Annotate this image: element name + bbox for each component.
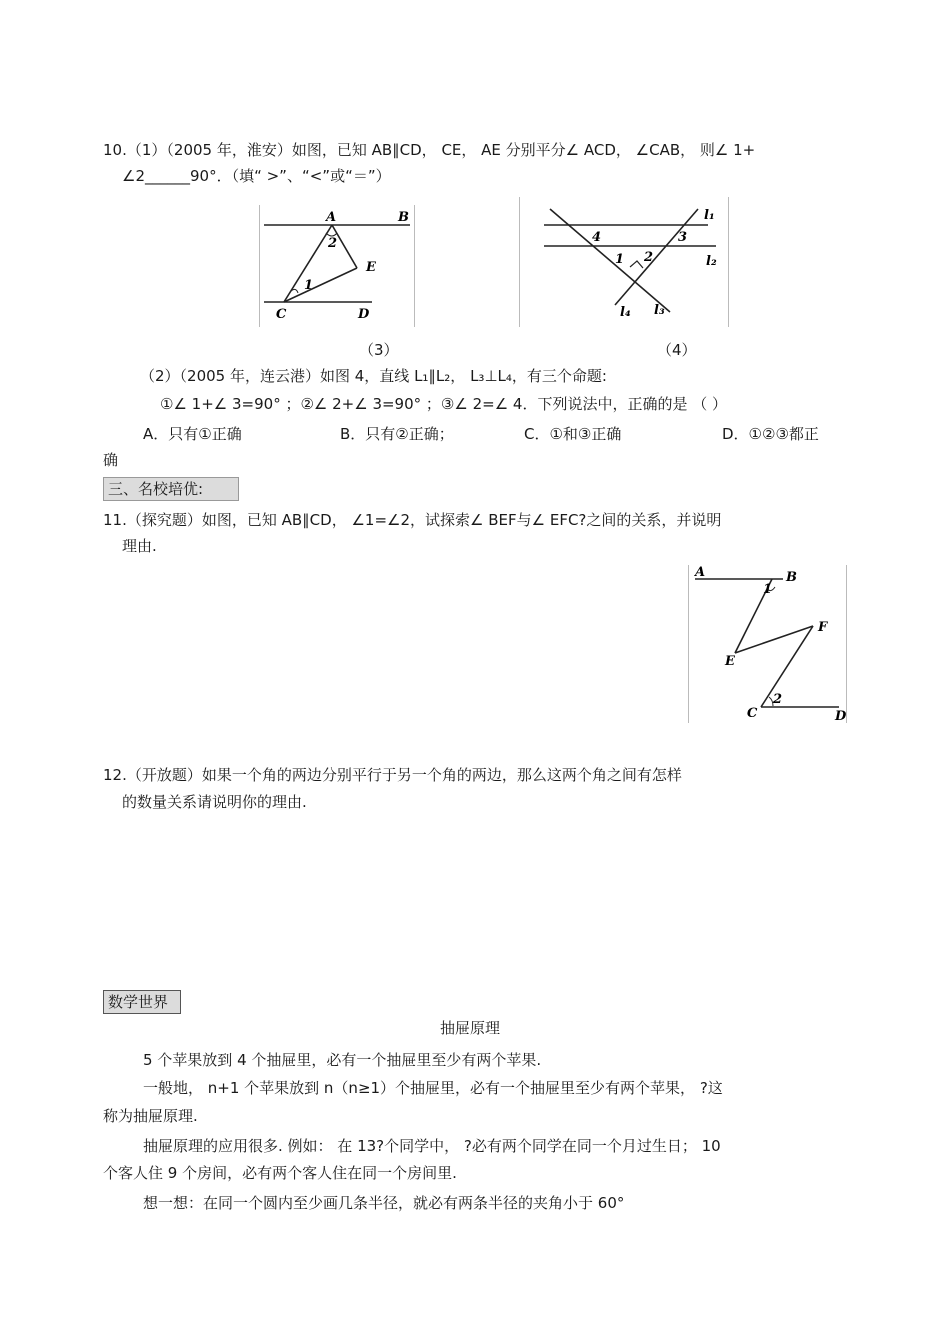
- fig3-label-1: 1: [304, 278, 314, 293]
- figure-q11: [688, 565, 847, 723]
- q11-line2: 理由.: [122, 537, 157, 555]
- q10-line1: 10.（1）（2005 年，淮安）如图，已知 AB∥CD， CE， AE 分别平分∠ ACD， ∠CAB， 则∠ 1+: [103, 141, 756, 159]
- q12-line1: 12.（开放题）如果一个角的两边分别平行于另一个角的两边，那么这两个角之间有怎样: [103, 766, 682, 784]
- math-world-p2-line1: 一般地， n+1 个苹果放到 n（n≥1）个抽屉里，必有一个抽屉里至少有两个苹果， ?这: [143, 1079, 723, 1097]
- math-world-p3-line2: 个客人住 9 个房间，必有两个客人住在同一个房间里.: [103, 1164, 457, 1182]
- math-world-p3-line1: 抽屉原理的应用很多. 例如： 在 13?个同学中， ?必有两个同学在同一个月过生日； 10: [143, 1137, 721, 1155]
- q10-line2: ∠2______90°．（填“ >”、“<”或“＝”）: [122, 167, 391, 185]
- fig3-label-2: 2: [328, 236, 338, 251]
- q10-option-b: B．只有②正确；: [340, 425, 454, 443]
- fig3-label-e: E: [366, 260, 376, 275]
- math-world-heading: 抽屉原理: [440, 1019, 501, 1037]
- fig11-label-1: 1: [763, 582, 773, 597]
- q10-option-c: C．①和③正确: [524, 425, 622, 443]
- fig4-label-2: 2: [644, 250, 654, 265]
- fig4-label-l4: l₄: [620, 305, 631, 320]
- fig3-label-a: A: [326, 210, 337, 225]
- figure-4-caption: （4）: [657, 341, 697, 359]
- fig4-label-1: 1: [615, 252, 625, 267]
- math-world-title: 数学世界: [103, 990, 181, 1014]
- q10-part2-line2: ①∠ 1+∠ 3=90° ；②∠ 2+∠ 3=90° ；③∠ 2=∠ 4．下列说法中，正确的是 （ ）: [160, 395, 727, 413]
- math-world-p2-line2: 称为抽屉原理.: [103, 1107, 198, 1125]
- math-world-p1: 5 个苹果放到 4 个抽屉里，必有一个抽屉里至少有两个苹果.: [143, 1051, 542, 1069]
- q10-option-wrap: 确: [103, 451, 119, 469]
- fig4-label-3: 3: [678, 230, 688, 245]
- fig3-label-d: D: [358, 307, 370, 322]
- fig11-label-2: 2: [773, 692, 783, 707]
- fig4-label-l1: l₁: [704, 208, 715, 223]
- fig11-label-e: E: [725, 654, 735, 669]
- fig4-label-l3: l₃: [654, 303, 665, 318]
- fig4-label-l2: l₂: [706, 254, 717, 269]
- figure-3-caption: （3）: [359, 341, 399, 359]
- fig11-label-c: C: [747, 706, 758, 721]
- fig11-label-f: F: [818, 620, 828, 635]
- fig11-label-a: A: [695, 565, 706, 580]
- fig3-label-b: B: [398, 210, 409, 225]
- figure-4: [519, 197, 729, 327]
- figure-3: [259, 205, 415, 327]
- fig3-label-c: C: [276, 307, 287, 322]
- q10-option-d: D．①②③都正: [722, 425, 819, 443]
- fig11-label-b: B: [786, 570, 797, 585]
- section3-title: 三、名校培优:: [103, 477, 239, 501]
- q11-line1: 11.（探究题）如图，已知 AB∥CD， ∠1=∠2，试探索∠ BEF与∠ EFC?之间的关系，并说明: [103, 511, 722, 529]
- q12-line2: 的数量关系请说明你的理由.: [122, 793, 307, 811]
- math-world-p4: 想一想：在同一个圆内至少画几条半径，就必有两条半径的夹角小于 60°: [143, 1194, 625, 1212]
- q10-part2-line1: （2）（2005 年，连云港）如图 4，直线 L₁∥L₂， L₃⊥L₄，有三个命题:: [140, 367, 607, 385]
- fig4-label-4: 4: [592, 230, 602, 245]
- fig11-label-d: D: [835, 709, 846, 723]
- q10-option-a: A．只有①正确: [143, 425, 242, 443]
